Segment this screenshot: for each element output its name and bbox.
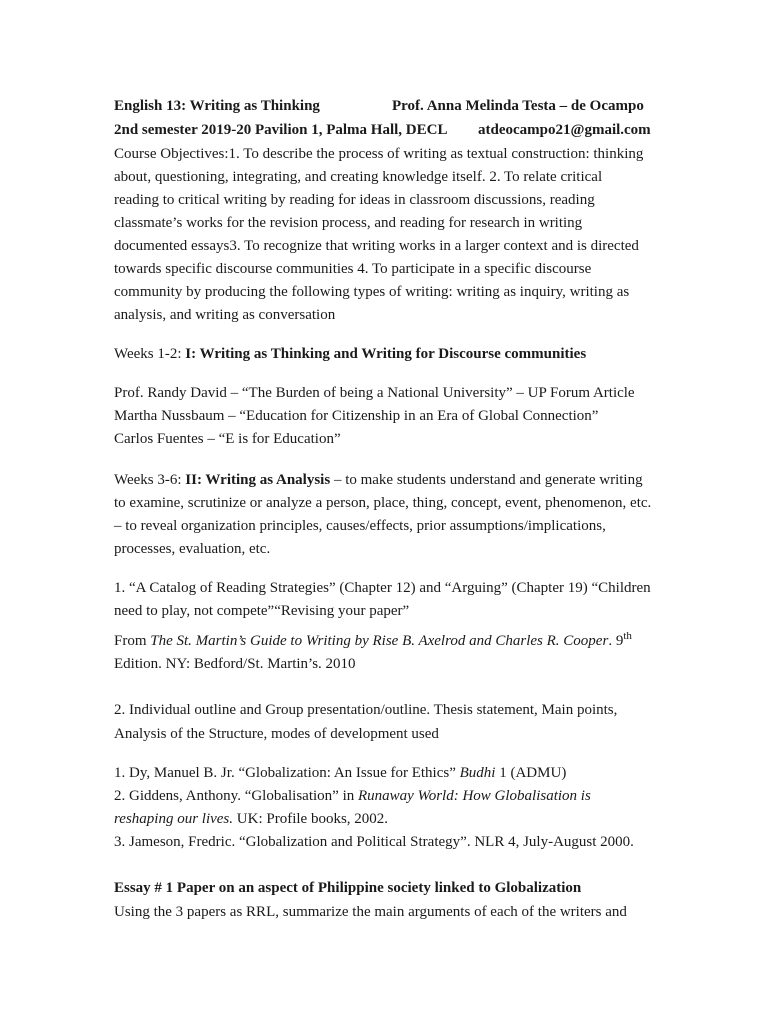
item-2-line: 2. Individual outline and Group presentation/outline. Thesis statement, Main points, <box>114 702 618 718</box>
reference-1 <box>114 763 566 783</box>
objectives-line: Course Objectives:1. To describe the process of writing as textual construction: thinking <box>114 146 644 162</box>
reference-3: 3. Jameson, Fredric. “Globalization and Political Strategy”. NLR 4, July-August 2000. <box>114 834 634 850</box>
reading-item: Carlos Fuentes – “E is for Education” <box>114 431 341 447</box>
objectives-line: reading to critical writing by reading for ideas in classroom discussions, reading <box>114 192 595 208</box>
weeks-3-6-desc: – to make students understand and generate writing <box>330 472 643 488</box>
reading-item: Prof. Randy David – “The Burden of being a National University” – UP Forum Article <box>114 385 635 401</box>
objectives-line: documented essays3. To recognize that writing works in a larger context and is directed <box>114 238 639 254</box>
objectives-line: classmate’s works for the revision process, and reading for research in writing <box>114 215 583 231</box>
reading-item: Martha Nussbaum – “Education for Citizenship in an Era of Global Connection” <box>114 408 599 424</box>
source-edition-sup: th <box>623 630 632 642</box>
objectives-line: analysis, and writing as conversation <box>114 307 336 323</box>
item-1-line: need to play, not compete”“Revising your paper” <box>114 603 410 619</box>
objectives-line: about, questioning, integrating, and creating knowledge itself. 2. To relate critical <box>114 169 603 185</box>
item-1-source <box>114 631 632 652</box>
professor-email: atdeocampo21@gmail.com <box>478 122 651 138</box>
item-2-line: Analysis of the Structure, modes of development used <box>114 726 439 742</box>
weeks-1-2-title: I: Writing as Thinking and Writing for Discourse communities <box>185 346 587 362</box>
essay-title: Essay # 1 Paper on an aspect of Philippine society linked to Globalization <box>114 880 582 896</box>
weeks-3-6-desc-line: processes, evaluation, etc. <box>114 541 271 557</box>
weeks-3-6-prefix: Weeks 3-6: <box>114 472 186 488</box>
weeks-1-2-heading <box>114 344 586 364</box>
professor-name: Prof. Anna Melinda Testa – de Ocampo <box>392 98 644 114</box>
essay-line: Using the 3 papers as RRL, summarize the main arguments of each of the writers and <box>114 904 627 920</box>
reference-2 <box>114 786 591 806</box>
source-edition: . 9 <box>608 633 624 649</box>
reference-2-text: 2. Giddens, Anthony. “Globalisation” in <box>114 788 358 804</box>
item-1-line: 1. “A Catalog of Reading Strategies” (Chapter 12) and “Arguing” (Chapter 19) “Children <box>114 580 651 596</box>
reference-1-journal: Budhi <box>459 765 496 781</box>
source-title: The St. Martin’s Guide to Writing by Rise B. Axelrod and Charles R. Cooper <box>150 633 609 649</box>
reference-2-book: Runaway World: How Globalisation is <box>358 788 591 804</box>
reference-2-book-cont: reshaping our lives. <box>114 811 234 827</box>
weeks-3-6-title: II: Writing as Analysis <box>185 472 331 488</box>
weeks-3-6-heading <box>114 470 643 490</box>
reference-1-issue: 1 (ADMU) <box>495 765 567 781</box>
reference-1-text: 1. Dy, Manuel B. Jr. “Globalization: An Issue for Ethics” <box>114 765 460 781</box>
reference-2-cont <box>114 809 388 829</box>
weeks-3-6-desc-line: to examine, scrutinize or analyze a person, place, thing, concept, event, phenomenon, etc. <box>114 495 652 511</box>
source-from: From <box>114 633 151 649</box>
weeks-1-2-prefix: Weeks 1-2: <box>114 346 186 362</box>
reference-2-publisher: UK: Profile books, 2002. <box>233 811 389 827</box>
semester-venue: 2nd semester 2019-20 Pavilion 1, Palma Hall, DECL <box>114 122 448 138</box>
objectives-line: community by producing the following types of writing: writing as inquiry, writing as <box>114 284 630 300</box>
item-1-line: Edition. NY: Bedford/St. Martin’s. 2010 <box>114 656 356 672</box>
course-title: English 13: Writing as Thinking <box>114 98 320 114</box>
objectives-line: towards specific discourse communities 4. To participate in a specific discourse <box>114 261 592 277</box>
weeks-3-6-desc-line: – to reveal organization principles, causes/effects, prior assumptions/implications, <box>114 518 606 534</box>
